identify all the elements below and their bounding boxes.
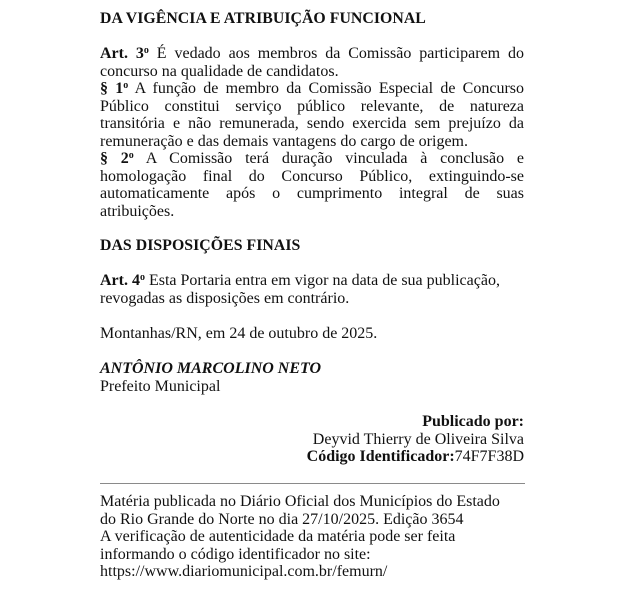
article-3: [100, 45, 524, 80]
publication-block: [100, 413, 524, 466]
footer-line-3: A verificação de autenticidade da matéria pode ser feita: [100, 528, 456, 546]
paragraph-1-line-1: § 1$^o$ A função de membro da Comissão Especial de Concurso: [100, 80, 525, 97]
paragraph-2: [100, 150, 524, 220]
article-4-line-2: revogadas as disposições em contrário.: [100, 289, 350, 307]
section-heading-vigencia: DA VIGÊNCIA E ATRIBUIÇÃO FUNCIONAL: [100, 10, 426, 27]
paragraph-1-line-3: transitória e não remunerada, sendo exercida sem prejuízo da: [100, 115, 524, 133]
article-3-label: Art. 3$^o$: [100, 45, 149, 62]
article-4-line-1: Art. 4$^o$ Esta Portaria entra em vigor na data de sua publicação,: [100, 272, 500, 289]
footer-url-link[interactable]: https://www.diariomunicipal.com.br/femurn/: [100, 563, 388, 581]
paragraph-1: [100, 80, 524, 150]
identifier-code-value: 74F7F38D: [454, 448, 524, 466]
place-date: [100, 325, 524, 343]
paragraph-1-line-4: remuneração e das demais vantagens do cargo de origem.: [100, 132, 468, 150]
footer-line-1: Matéria publicada no Diário Oficial dos Municípios do Estado: [100, 493, 500, 510]
paragraph-2-line-2: homologação final do Concurso Público, extinguindo-se: [100, 167, 524, 185]
footer-line-4: informando o código identificador no site:: [100, 545, 371, 563]
article-4: [100, 272, 524, 307]
footer-line-2: do Rio Grande do Norte no dia 27/10/2025. Edição 3654: [100, 510, 464, 528]
published-by-label: Publicado por:: [422, 413, 524, 430]
signatory-role: Prefeito Municipal: [100, 377, 221, 395]
place-date-text: Montanhas/RN, em 24 de outubro de 2025.: [100, 325, 378, 342]
footer-block: [100, 493, 524, 581]
paragraph-2-line-3: automaticamente após o cumprimento integral de suas: [100, 185, 524, 203]
article-3-line-2: concurso na qualidade de candidatos.: [100, 62, 339, 80]
footer-divider: [100, 483, 525, 484]
paragraph-1-label: § 1$^o$: [100, 80, 129, 97]
identifier-code-label: Código Identificador:: [306, 448, 455, 466]
paragraph-2-line-1: § 2$^o$ A Comissão terá duração vinculada à conclusão e: [100, 150, 525, 167]
publisher-name: Deyvid Thierry de Oliveira Silva: [312, 430, 524, 448]
signature-block: [100, 360, 524, 395]
article-3-line-1: Art. 3$^o$ É vedado aos membros da Comissão participarem do: [100, 45, 524, 62]
section-vigencia: [100, 10, 524, 28]
paragraph-1-line-2: Público constitui serviço público relevante, de natureza: [100, 97, 524, 115]
section-finais: [100, 237, 524, 255]
identifier-code: [100, 448, 524, 466]
paragraph-2-label: § 2$^o$: [100, 150, 134, 167]
section-heading-finais: DAS DISPOSIÇÕES FINAIS: [100, 237, 301, 254]
article-4-label: Art. 4$^o$: [100, 272, 145, 289]
paragraph-2-line-4: atribuições.: [100, 202, 175, 220]
signatory-name: ANTÔNIO MARCOLINO NETO: [100, 360, 322, 377]
